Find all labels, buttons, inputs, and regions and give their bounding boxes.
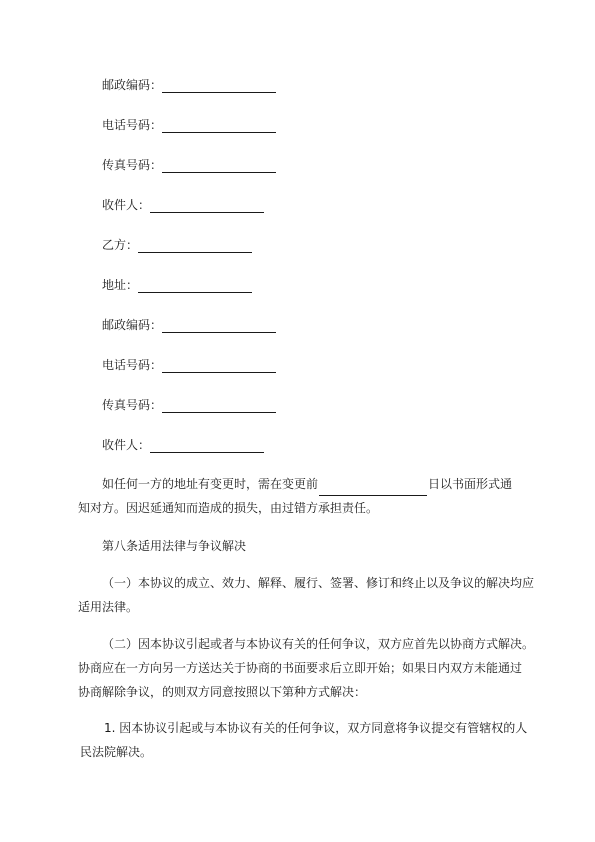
field-label: 收件人： — [102, 198, 151, 212]
field-label: 电话号码： — [102, 118, 163, 132]
recipient-field-1 — [102, 197, 264, 213]
clause-1-paragraph — [78, 571, 535, 619]
field-label: 邮政编码： — [102, 318, 163, 332]
field-label: 邮政编码： — [102, 78, 163, 92]
article-8-heading: 第八条适用法律与争议解决 — [102, 539, 247, 553]
blank-line — [319, 481, 427, 496]
address-change-paragraph — [78, 472, 522, 520]
field-label: 收件人： — [102, 438, 151, 452]
clause-2-paragraph — [78, 632, 535, 704]
field-label: 传真号码： — [102, 158, 163, 172]
blank-line — [162, 320, 276, 333]
fax-field-2 — [102, 397, 276, 413]
paragraph-line: 1. 因本协议引起或与本协议有关的任何争议，双方同意将争议提交有管辖权的人 — [104, 721, 528, 735]
field-label: 电话号码： — [102, 358, 163, 372]
blank-line — [162, 360, 276, 373]
phone-field-1 — [102, 117, 276, 133]
blank-line — [150, 200, 264, 213]
blank-line — [138, 240, 252, 253]
paragraph-line: 协商应在一方向另一方送达关于协商的书面要求后立即开始；如果日内双方未能通过 — [78, 661, 523, 675]
blank-line — [162, 80, 276, 93]
blank-line — [162, 160, 276, 173]
blank-line — [162, 400, 276, 413]
paragraph-line: 知对方。因迟延通知而造成的损失，由过错方承担责任。 — [78, 501, 379, 515]
address-field — [102, 277, 252, 293]
fax-field-1 — [102, 157, 276, 173]
postal-code-field-2 — [102, 317, 276, 333]
postal-code-field-1 — [102, 77, 276, 93]
phone-field-2 — [102, 357, 276, 373]
paragraph-line: （二）因本协议引起或者与本协议有关的任何争议，双方应首先以协商方式解决。 — [102, 637, 535, 651]
paragraph-line: 民法院解决。 — [80, 745, 153, 759]
paragraph-line: 如任何一方的地址有变更时，需在变更前 日以书面形式通 — [102, 472, 522, 496]
field-label: 传真号码： — [102, 398, 163, 412]
recipient-field-2 — [102, 437, 264, 453]
field-label: 地址： — [102, 278, 139, 292]
field-label: 乙方： — [102, 238, 139, 252]
blank-line — [150, 440, 264, 453]
paragraph-line: （一）本协议的成立、效力、解释、履行、签署、修订和终止以及争议的解决均应 — [102, 576, 535, 590]
blank-line — [162, 120, 276, 133]
paragraph-line: 协商解除争议，的则双方同意按照以下第种方式解决： — [78, 685, 367, 699]
blank-line — [138, 280, 252, 293]
option-1-paragraph — [80, 716, 528, 764]
paragraph-line: 适用法律。 — [78, 600, 139, 614]
party-b-field — [102, 237, 252, 253]
